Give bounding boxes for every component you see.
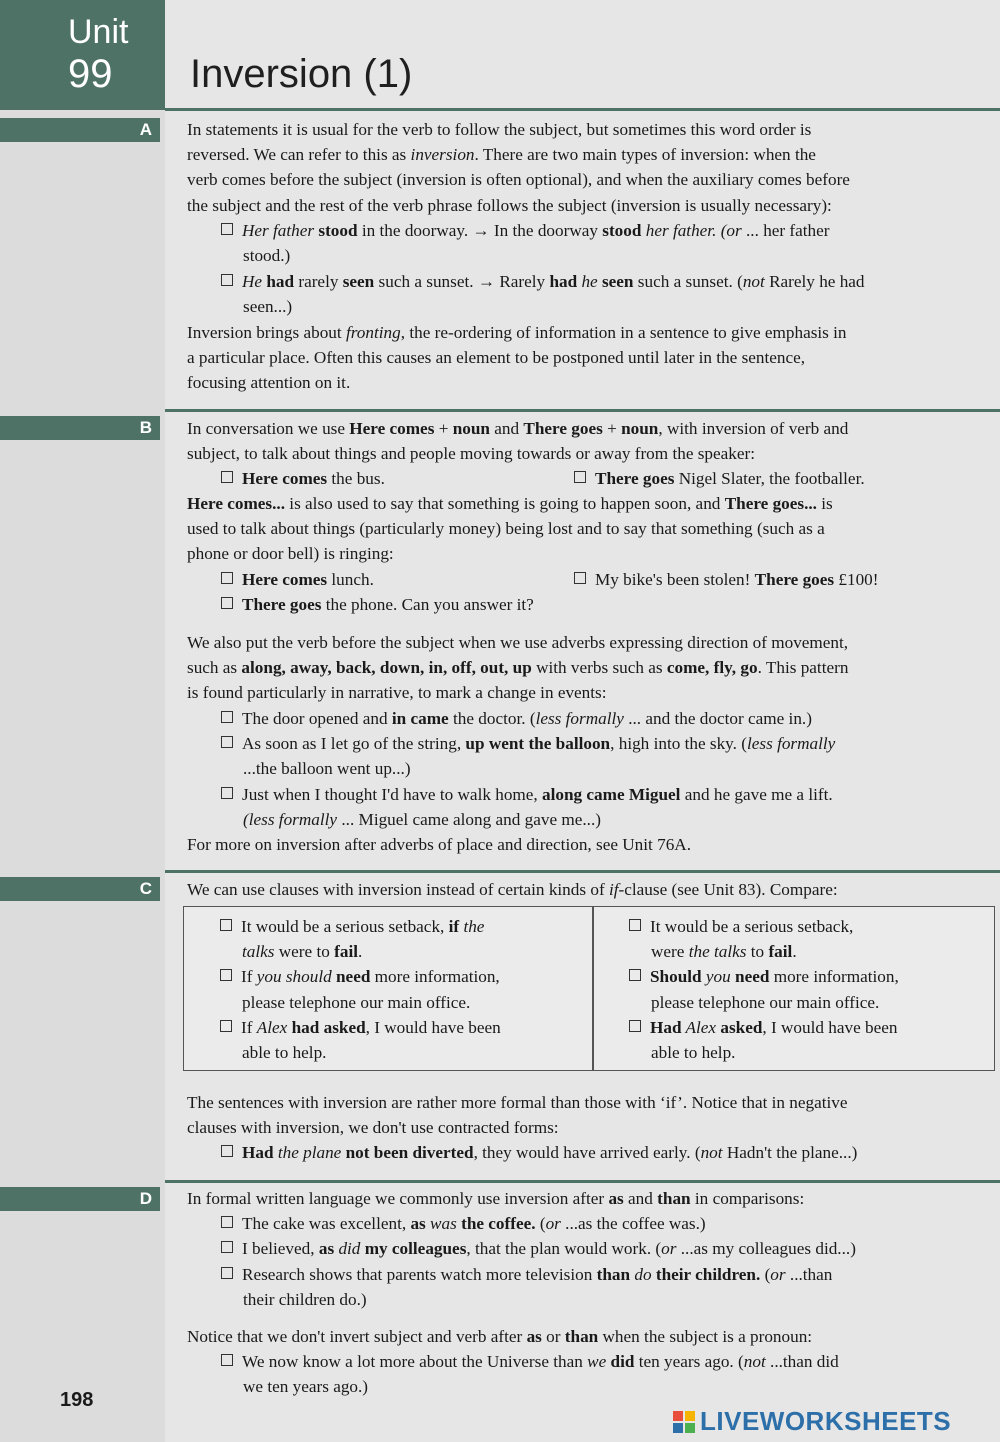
section-b-cross-reference: For more on inversion after adverbs of place and direction, see Unit 76A. [187, 835, 692, 854]
bullet-box-icon [221, 787, 233, 799]
unit-number: 99 [68, 52, 113, 96]
bullet-box-icon [221, 572, 233, 584]
bullet-box-icon [221, 736, 233, 748]
example-b1: Here comes the bus. [221, 466, 385, 491]
section-b-rule [165, 409, 1000, 412]
bullet-box-icon [220, 919, 232, 931]
example-b7: As soon as I let go of the string, up went the balloon, high into the sky. (less formally ...the balloon went up...) [221, 731, 999, 781]
example-c1: Had the plane not been diverted, they would have arrived early. (not Hadn't the plane...) [221, 1140, 999, 1165]
section-b-text-3: We also put the verb before the subject when we use adverbs expressing direction of movement, such as along, away, back, down, in, off, out, up with verbs such as come, fly, go. This pattern is found particularly in narrative, to mark a change in events: [187, 633, 849, 703]
example-d1: The cake was excellent, as was the coffee. (or ...as the coffee was.) [221, 1211, 999, 1236]
section-a-text: In statements it is usual for the verb to follow the subject, but sometimes this word order is reversed. We can refer to this as inversion. There are two main types of inversion: when the verb comes before the subject (inversion is often optional), and when the auxiliary comes before the subject and the rest of the verb phrase follows the subject (inversion is usually necessary): [187, 120, 850, 215]
bullet-box-icon [574, 572, 586, 584]
bullet-box-icon [221, 711, 233, 723]
example-b8: Just when I thought I'd have to walk home, along came Miguel and he gave me a lift. (less formally ... Miguel came along and gave me...) [221, 782, 999, 832]
bullet-box-icon [221, 1145, 233, 1157]
section-d-rule [165, 1180, 1000, 1183]
example-b4: My bike's been stolen! There goes £100! [574, 567, 878, 592]
example-a2: He had rarely seen such a sunset. → Rarely had he seen such a sunset. (not Rarely he had seen...) [221, 269, 999, 319]
bullet-box-icon [629, 969, 641, 981]
watermark: LIVEWORKSHEETS [700, 1406, 952, 1436]
comparison-right-2: Should you need more information, [629, 964, 989, 989]
section-b-text-2: Here comes... is also used to say that something is going to happen soon, and There goes... is used to talk about things (particularly money) being lost and to say that something (such as a phone or door bell) is ringing: [187, 494, 833, 564]
section-c-rule [165, 870, 1000, 873]
bullet-box-icon [221, 471, 233, 483]
left-margin-band [0, 0, 165, 1442]
comparison-left-column: It would be a serious setback, if the talks were to fail. If you should need more information, please telephone our main office. If Alex had asked, I would have been able to help. [220, 914, 586, 1065]
bullet-box-icon [629, 1020, 641, 1032]
comparison-left-2: If you should need more information, [220, 964, 586, 989]
bullet-box-icon [629, 919, 641, 931]
unit-label: Unit [68, 13, 129, 51]
bullet-box-icon [220, 1020, 232, 1032]
bullet-box-icon [221, 1216, 233, 1228]
bullet-box-icon [220, 969, 232, 981]
bullet-box-icon [221, 274, 233, 286]
section-c-text-2: The sentences with inversion are rather more formal than those with ‘if’. Notice that in negative clauses with inversion, we don't use contracted forms: [187, 1093, 848, 1138]
section-b-text: In conversation we use Here comes + noun and There goes + noun, with inversion of verb and subject, to talk about things and people moving towards or away from the speaker: [187, 419, 849, 464]
example-b5: There goes the phone. Can you answer it? [221, 592, 534, 617]
comparison-right-column: It would be a serious setback, were the talks to fail. Should you need more information, please telephone our main office. Had Alex asked, I would have been able to help. [629, 914, 989, 1065]
unit-badge [0, 0, 165, 110]
comparison-left-3: If Alex had asked, I would have been [220, 1015, 586, 1040]
bullet-box-icon [221, 1354, 233, 1366]
comparison-right-1: It would be a serious setback, [629, 914, 989, 939]
bullet-box-icon [221, 223, 233, 235]
comparison-divider [592, 906, 594, 1071]
example-d4: We now know a lot more about the Universe than we did ten years ago. (not ...than did we ten years ago.) [221, 1349, 999, 1399]
page-title: Inversion (1) [190, 52, 413, 96]
section-c-text: We can use clauses with inversion instead of certain kinds of if-clause (see Unit 83). Compare: [187, 880, 838, 899]
section-d-text-2: Notice that we don't invert subject and verb after as or than when the subject is a pronoun: [187, 1327, 813, 1346]
example-b2: There goes Nigel Slater, the footballer. [574, 466, 865, 491]
example-d3: Research shows that parents watch more television than do their children. (or ...than their children do.) [221, 1262, 999, 1312]
section-b-tab: B [0, 416, 160, 440]
example-a1: Her father stood in the doorway. → In the doorway stood her father. (or ... her father stood.) [221, 218, 999, 268]
page-number: 198 [60, 1389, 94, 1411]
bullet-box-icon [221, 597, 233, 609]
comparison-left-1: It would be a serious setback, if the [220, 914, 586, 939]
section-d-text: In formal written language we commonly use inversion after as and than in comparisons: [187, 1189, 805, 1208]
section-c-tab: C [0, 877, 160, 901]
section-a-fronting-text: Inversion brings about fronting, the re-ordering of information in a sentence to give emphasis in a particular place. Often this causes an element to be postponed until later in the sentence, focusing attention on it. [187, 323, 847, 393]
comparison-right-3: Had Alex asked, I would have been [629, 1015, 989, 1040]
example-d2: I believed, as did my colleagues, that the plan would work. (or ...as my colleagues did...) [221, 1236, 999, 1261]
bullet-box-icon [221, 1241, 233, 1253]
bullet-box-icon [574, 471, 586, 483]
bullet-box-icon [221, 1267, 233, 1279]
example-b6: The door opened and in came the doctor. (less formally ... and the doctor came in.) [221, 706, 999, 731]
section-a-tab: A [0, 118, 160, 142]
example-b3: Here comes lunch. [221, 567, 374, 592]
section-d-tab: D [0, 1187, 160, 1211]
liveworksheets-logo-icon [673, 1411, 695, 1433]
section-a-rule [165, 108, 1000, 111]
